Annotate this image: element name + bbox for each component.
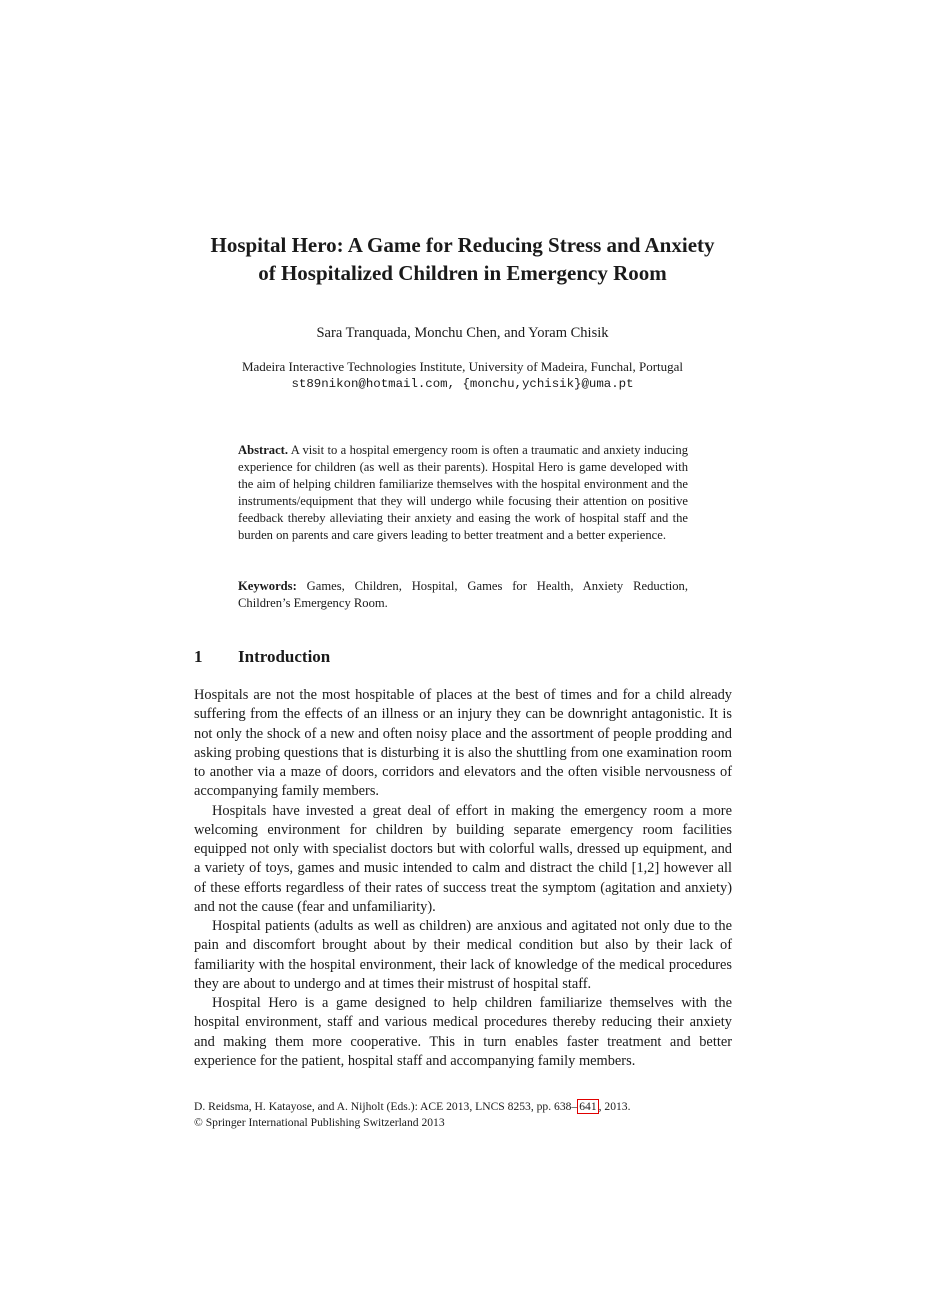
keywords-text: Games, Children, Hospital, Games for Health, Anxiety Reduction, Children’s Emergency Room. (238, 579, 688, 611)
section-heading (194, 646, 330, 668)
keywords-block (238, 578, 688, 612)
abstract-text: A visit to a hospital emergency room is often a traumatic and anxiety inducing experience for children (as well as their parents). Hospital Hero is game developed with the aim of helping children familiarize themselves with the hospital environment and the instruments/equipment that they will undergo while focusing their attention on positive feedback thereby alleviating their anxiety and easing the work of hospital staff and the burden on parents and care givers leading to better treatment and a better experience. (238, 443, 688, 543)
copyright-line: © Springer International Publishing Switzerland 2013 (194, 1116, 445, 1129)
paper-title-line-1: Hospital Hero: A Game for Reducing Stress and Anxiety (210, 233, 715, 257)
author-list: Sara Tranquada, Monchu Chen, and Yoram Chisik (316, 325, 609, 341)
citation-page-link[interactable]: 641 (579, 1100, 597, 1113)
body-paragraph: Hospital Hero is a game designed to help children familiarize themselves with the hospital environment, staff and various medical procedures thereby reducing their anxiety and making them more cooperative. This in turn enables faster treatment and better experience for the patient, hospital staff and accompanying family members. (194, 995, 732, 1069)
citation-suffix: , 2013. (598, 1100, 631, 1113)
section-title: Introduction (238, 647, 331, 666)
body-paragraph: Hospitals are not the most hospitable of places at the best of times and for a child already suffering from the effects of an illness or an injury they can be downright antagonistic. It is not only the shock of a new and often noisy place and the assortment of people prodding and asking probing questions that is disturbing it is also the shuttling from one examination room to another via a maze of doors, corridors and elevators and the often visible nervousness of accompanying family members. (194, 687, 732, 800)
abstract-label: Abstract. (238, 443, 289, 457)
affiliation: Madeira Interactive Technologies Institute, University of Madeira, Funchal, Portugal (241, 359, 684, 374)
section-body (194, 686, 732, 1071)
section-number: 1 (194, 647, 203, 666)
keywords-label: Keywords: (238, 579, 297, 593)
author-emails: st89nikon@hotmail.com, {monchu,ychisik}@uma.pt (291, 377, 634, 391)
paper-title (150, 231, 775, 287)
body-paragraph: Hospital patients (adults as well as children) are anxious and agitated not only due to the pain and discomfort brought about by their medical condition but also by their lack of familiarity with the hospital environment, their lack of knowledge of the medical procedures they are about to undergo and at times their mistrust of hospital staff. (194, 918, 732, 992)
citation-line (194, 1099, 631, 1115)
body-paragraph: Hospitals have invested a great deal of effort in making the emergency room a more welcoming environment for children by building separate emergency room facilities equipped not only with specialist doctors but with colorful walls, dressed up equipment, and a variety of toys, games and music intended to calm and distract the child [1,2] however all of these efforts regardless of their rates of success treat the symptom (agitation and anxiety) and not the cause (fear and unfamiliarity). (194, 802, 732, 915)
paper-title-line-2: of Hospitalized Children in Emergency Room (258, 261, 667, 285)
abstract-block (238, 442, 688, 545)
citation-prefix: D. Reidsma, H. Katayose, and A. Nijholt (Eds.): ACE 2013, LNCS 8253, pp. 638– (194, 1100, 578, 1113)
publication-footnote (194, 1099, 631, 1131)
